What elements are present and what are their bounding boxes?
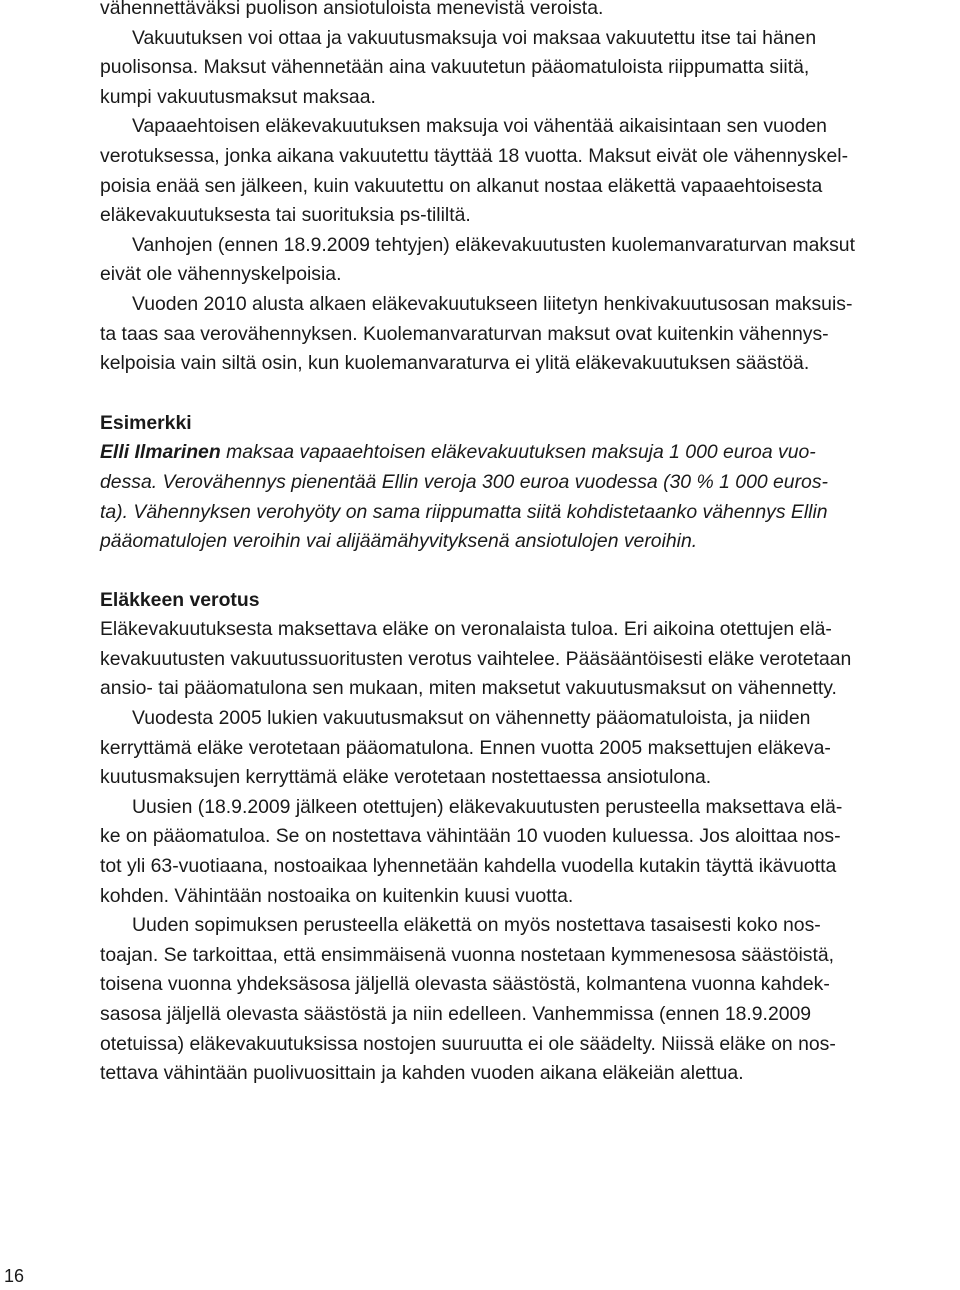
text-line: Vakuutuksen voi ottaa ja vakuutusmaksuja voi maksaa vakuutettu itse tai hänen bbox=[132, 26, 817, 49]
example-person-name: Elli Ilmarinen bbox=[100, 441, 221, 464]
text-line: toajan. Se tarkoittaa, että ensimmäisenä vuonna nostetaan kymmenesosa säästöistä, bbox=[100, 943, 835, 966]
example-line: ta). Vähennyksen verohyöty on sama riippumatta siitä kohdistetaanko vähennys Ellin bbox=[100, 500, 828, 523]
document-page bbox=[100, 0, 958, 1089]
text-line: kuutusmaksujen kerryttämä eläke verotetaan nostettaessa ansiotulona. bbox=[100, 766, 712, 789]
text-line: puolisonsa. Maksut vähennetään aina vakuutetun pääomatuloista riippumatta siitä, bbox=[100, 56, 810, 79]
text-line: Vanhojen (ennen 18.9.2009 tehtyjen) eläkevakuutusten kuolemanvaraturvan maksut bbox=[132, 233, 855, 256]
text-line: toisena vuonna yhdeksäsosa jäljellä olevasta säästöstä, kolmantena vuonna kahdek- bbox=[100, 973, 830, 996]
text-line: Vuodesta 2005 lukien vakuutusmaksut on vähennetty pääomatuloista, ja niiden bbox=[132, 707, 811, 730]
text-line: Eläkevakuutuksesta maksettava eläke on veronalaista tuloa. Eri aikoina otettujen elä- bbox=[100, 618, 832, 641]
text-line: tettava vähintään puolivuosittain ja kahden vuoden aikana eläkeiän alettua. bbox=[100, 1062, 744, 1085]
example-line: dessa. Verovähennys pienentää Ellin veroja 300 euroa vuodessa (30 % 1 000 euros- bbox=[100, 470, 828, 493]
text-line: sasosa jäljellä olevasta säästöstä ja niin edelleen. Vanhemmissa (ennen 18.9.2009 bbox=[100, 1003, 812, 1025]
body-text-top bbox=[100, 0, 958, 379]
spacer bbox=[100, 557, 958, 586]
text-line: poisia enää sen jälkeen, kuin vakuutettu on alkanut nostaa eläkettä vapaaehtoisesta bbox=[100, 174, 823, 197]
section-pension-taxation bbox=[100, 586, 958, 1089]
text-line: eivät ole vähennyskelpoisia. bbox=[100, 263, 342, 286]
text-line: ta taas saa verovähennyksen. Kuolemanvaraturvan maksut ovat kuitenkin vähennys- bbox=[100, 322, 829, 345]
text-line: kelpoisia vain siltä osin, kun kuolemanvaraturva ei ylitä eläkevakuutuksen säästöä. bbox=[100, 352, 810, 375]
text-line: verotuksessa, jonka aikana vakuutettu täyttää 18 vuotta. Maksut eivät ole vähennyskel- bbox=[100, 144, 849, 167]
text-line: Vuoden 2010 alusta alkaen eläkevakuutukseen liitetyn henkivakuutusosan maksuis- bbox=[132, 292, 853, 315]
text-line: Uusien (18.9.2009 jälkeen otettujen) eläkevakuutusten perusteella maksettava elä- bbox=[132, 795, 843, 818]
example-line bbox=[100, 438, 958, 468]
text-line: kerryttämä eläke verotetaan pääomatulona. Ennen vuotta 2005 maksettujen eläkeva- bbox=[100, 736, 831, 759]
text-line: tot yli 63-vuotiaana, nostoaikaa lyhennetään kahdella vuodella kutakin täyttä ikävuotta bbox=[100, 855, 837, 878]
text-line: kumpi vakuutusmaksut maksaa. bbox=[100, 85, 376, 108]
example-line-rest: maksaa vapaaehtoisen eläkevakuutuksen maksuja 1 000 euroa vuo- bbox=[220, 441, 816, 464]
text-line: eläkevakuutuksesta tai suorituksia ps-tililtä. bbox=[100, 204, 471, 227]
example-box bbox=[100, 409, 958, 557]
text-line: Vapaaehtoisen eläkevakuutuksen maksuja voi vähentää aikaisintaan sen vuoden bbox=[132, 115, 827, 138]
text-line: ke on pääomatuloa. Se on nostettava vähintään 10 vuoden kuluessa. Jos aloittaa nos- bbox=[100, 825, 841, 848]
example-line: pääomatulojen veroihin vai alijäämähyvityksenä ansiotulojen veroihin. bbox=[100, 530, 698, 553]
text-line: otetuissa) eläkevakuutuksissa nostojen suuruutta ei ole säädelty. Niissä eläke on nos- bbox=[100, 1032, 836, 1055]
text-line: ansio- tai pääomatulona sen mukaan, miten maksetut vakuutusmaksut on vähennetty. bbox=[100, 677, 837, 700]
text-line: vähennettäväksi puolison ansiotuloista menevistä veroista. bbox=[100, 0, 604, 19]
section-heading: Eläkkeen verotus bbox=[100, 588, 260, 611]
spacer bbox=[100, 379, 958, 409]
text-line: kevakuutusten vakuutussuoritusten verotus vaihtelee. Pääsääntöisesti eläke verotetaan bbox=[100, 647, 852, 670]
text-line: kohden. Vähintään nostoaika on kuitenkin kuusi vuotta. bbox=[100, 884, 574, 907]
text-line: Uuden sopimuksen perusteella eläkettä on myös nostettava tasaisesti koko nos- bbox=[132, 914, 821, 937]
page-number: 16 bbox=[4, 1266, 25, 1286]
example-heading: Esimerkki bbox=[100, 411, 192, 434]
